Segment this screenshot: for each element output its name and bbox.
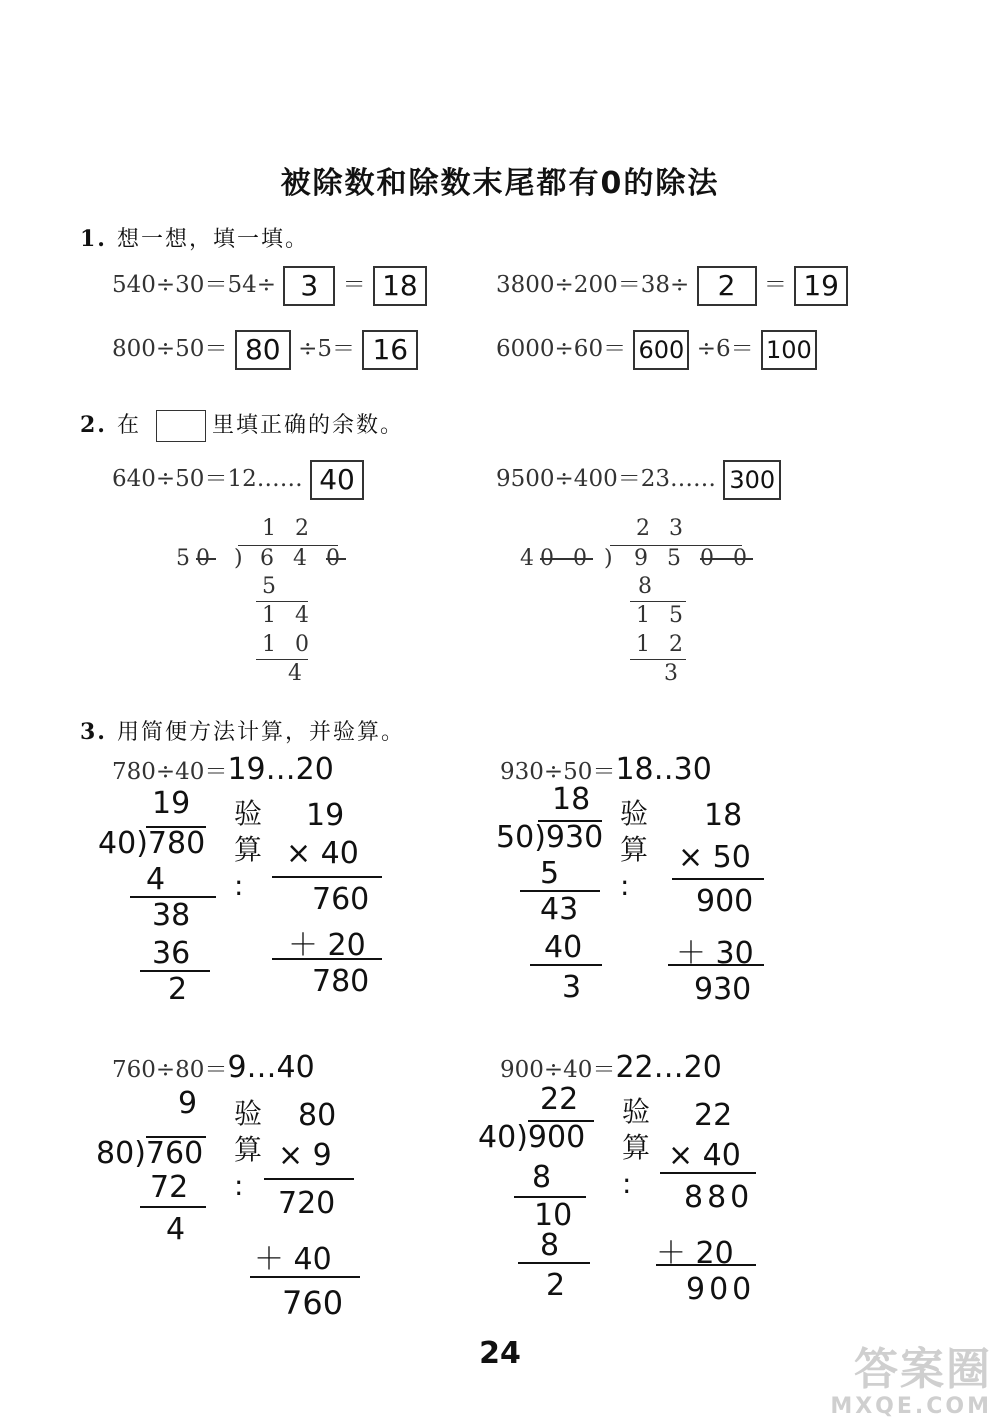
answer-box: 80	[235, 330, 291, 370]
hw-step: 72	[150, 1170, 189, 1205]
verify-label: 验 算 :	[234, 797, 263, 902]
step-rule	[668, 964, 764, 966]
problem-equation: 930÷50＝18‥30	[500, 752, 712, 787]
verify-label: 验 算 :	[620, 797, 649, 902]
verify-line: 22	[694, 1098, 733, 1133]
answer-box: 100	[761, 330, 817, 370]
answer-box: 40	[310, 460, 364, 500]
step-rule	[656, 1264, 756, 1266]
question-text: 用简便方法计算，并验算。	[116, 720, 405, 745]
answer-box: 16	[362, 330, 418, 370]
equation-text: 6000÷60＝	[496, 336, 627, 362]
q1-equation-4	[496, 330, 817, 370]
hw-step: 4	[166, 1212, 186, 1247]
question-number: 2.	[80, 412, 107, 438]
hw-step: 40	[544, 930, 583, 965]
step-line: 1 5	[636, 603, 689, 628]
step-rule	[672, 878, 764, 880]
quotient: 2 3	[636, 516, 689, 541]
equation-text: 9500÷400＝23……	[496, 466, 716, 492]
question-number: 1.	[80, 226, 107, 252]
hw-step: 8	[540, 1228, 560, 1263]
crossed-zero: 0 0	[700, 546, 753, 571]
hw-step: 4	[146, 862, 166, 897]
crossed-zero: 0	[326, 546, 346, 571]
step-rule	[630, 601, 686, 602]
answer-box: 2	[697, 266, 757, 306]
step-line: 1 2	[636, 632, 689, 657]
step-line: 1 4	[262, 603, 315, 628]
hw-quotient: 22	[540, 1082, 579, 1117]
step-rule	[530, 964, 602, 966]
problem-equation: 780÷40＝19…20	[112, 752, 334, 787]
step-rule	[256, 601, 308, 602]
verify-line: × 40	[286, 836, 359, 871]
verify-line: 80	[298, 1098, 337, 1133]
step-line: 5	[262, 574, 282, 599]
quotient: 1 2	[262, 516, 315, 541]
hw-dividend: 40)780	[98, 826, 206, 861]
equation-text: 3800÷200＝38÷	[496, 272, 690, 298]
bracket: )	[604, 546, 619, 571]
verify-line: ＋ 40	[254, 1242, 332, 1277]
hw-dividend: 80)760	[96, 1136, 204, 1171]
hw-step: 2	[168, 972, 188, 1007]
hw-step: 10	[534, 1198, 573, 1233]
verify-line: 760	[312, 882, 370, 917]
problem-equation: 760÷80＝9…40	[112, 1050, 315, 1085]
verify-line: × 50	[678, 840, 751, 875]
empty-box-icon	[156, 410, 206, 442]
verify-line: × 40	[668, 1138, 741, 1173]
hw-step: 3	[562, 970, 582, 1005]
verify-line: × 9	[278, 1138, 332, 1173]
verify-line: 900	[696, 884, 754, 919]
watermark-text: 答案圈	[854, 1344, 992, 1395]
hw-step: 8	[532, 1160, 552, 1195]
equation-text: 640÷50＝12……	[112, 466, 303, 492]
equation-text: ＝	[763, 272, 787, 298]
hw-step: 2	[546, 1268, 566, 1303]
question-text: 里填正确的余数。	[211, 413, 404, 438]
hw-step: 43	[540, 892, 579, 927]
step-line: 8	[638, 574, 658, 599]
answer-box: 19	[794, 266, 848, 306]
verify-line: 18	[704, 798, 743, 833]
bracket: )	[234, 546, 249, 571]
answer-box: 600	[633, 330, 689, 370]
equation-text: 540÷30＝54÷	[112, 272, 276, 298]
watermark-logo	[830, 1346, 992, 1419]
verify-label: 验 算 :	[622, 1095, 651, 1200]
hw-quotient: 18	[552, 782, 591, 817]
page-title: 被除数和除数末尾都有0的除法	[280, 166, 720, 201]
hw-dividend: 40)900	[478, 1120, 586, 1155]
question-text: 在	[116, 413, 141, 438]
handwritten-answer: 9…40	[227, 1050, 315, 1085]
hw-step: 36	[152, 936, 191, 971]
dividend: 6 4 0	[260, 546, 346, 571]
handwritten-answer: 19…20	[227, 752, 334, 787]
page-number: 24	[479, 1336, 521, 1371]
verify-line: 930	[694, 972, 752, 1007]
answer-box: 18	[373, 266, 427, 306]
verify-line: 760	[282, 1284, 344, 1322]
step-rule	[272, 876, 382, 878]
hw-step: 5	[540, 856, 560, 891]
problem-equation: 900÷40＝22…20	[500, 1050, 722, 1085]
dividend: 9 5 0 0	[634, 546, 753, 571]
q1-equation-1	[112, 266, 427, 306]
question-2-heading	[80, 408, 404, 442]
q2-equation-2	[496, 460, 781, 500]
watermark-url: MXQE.COM	[830, 1394, 992, 1419]
hw-quotient: 9	[178, 1086, 198, 1121]
step-rule	[272, 958, 382, 960]
verify-line: ＋ 20	[656, 1236, 734, 1271]
verify-line: ＋ 20	[288, 928, 366, 963]
verify-line: 900	[686, 1272, 756, 1307]
step-rule	[518, 1262, 590, 1264]
step-rule	[250, 1276, 360, 1278]
q2-equation-1	[112, 460, 364, 500]
verify-line: 780	[312, 964, 370, 999]
crossed-zero: 0 0	[540, 546, 593, 571]
equation-text: ÷5＝	[298, 336, 355, 362]
step-rule	[264, 1178, 354, 1180]
hw-dividend: 50)930	[496, 820, 604, 855]
crossed-zero: 0	[196, 546, 216, 571]
equation-text: ＝	[342, 272, 366, 298]
verify-label: 验 算 :	[234, 1097, 263, 1202]
handwritten-answer: 22…20	[615, 1050, 722, 1085]
divisor: 50	[176, 546, 216, 571]
step-line: 4	[288, 661, 308, 686]
verify-line: ＋ 30	[676, 936, 754, 971]
divisor: 40 0	[520, 546, 593, 571]
equation-text: 800÷50＝	[112, 336, 228, 362]
equation-text: ÷6＝	[696, 336, 754, 362]
handwritten-answer: 18‥30	[615, 752, 712, 787]
answer-box: 300	[723, 460, 781, 500]
question-1-heading	[80, 222, 309, 253]
verify-line: 19	[306, 798, 345, 833]
step-line: 3	[664, 661, 684, 686]
step-rule	[140, 1206, 206, 1208]
answer-box: 3	[283, 266, 335, 306]
step-line: 1 0	[262, 632, 315, 657]
verify-line: 720	[278, 1186, 336, 1221]
hw-quotient: 19	[152, 786, 191, 821]
question-number: 3.	[80, 719, 107, 745]
step-rule	[256, 659, 308, 660]
verify-line: 880	[684, 1180, 754, 1215]
hw-step: 38	[152, 898, 191, 933]
question-text: 想一想，填一填。	[116, 227, 309, 252]
step-rule	[630, 659, 686, 660]
question-3-heading	[80, 715, 405, 746]
q1-equation-3	[112, 330, 418, 370]
q1-equation-2	[496, 266, 848, 306]
step-rule	[660, 1172, 756, 1174]
